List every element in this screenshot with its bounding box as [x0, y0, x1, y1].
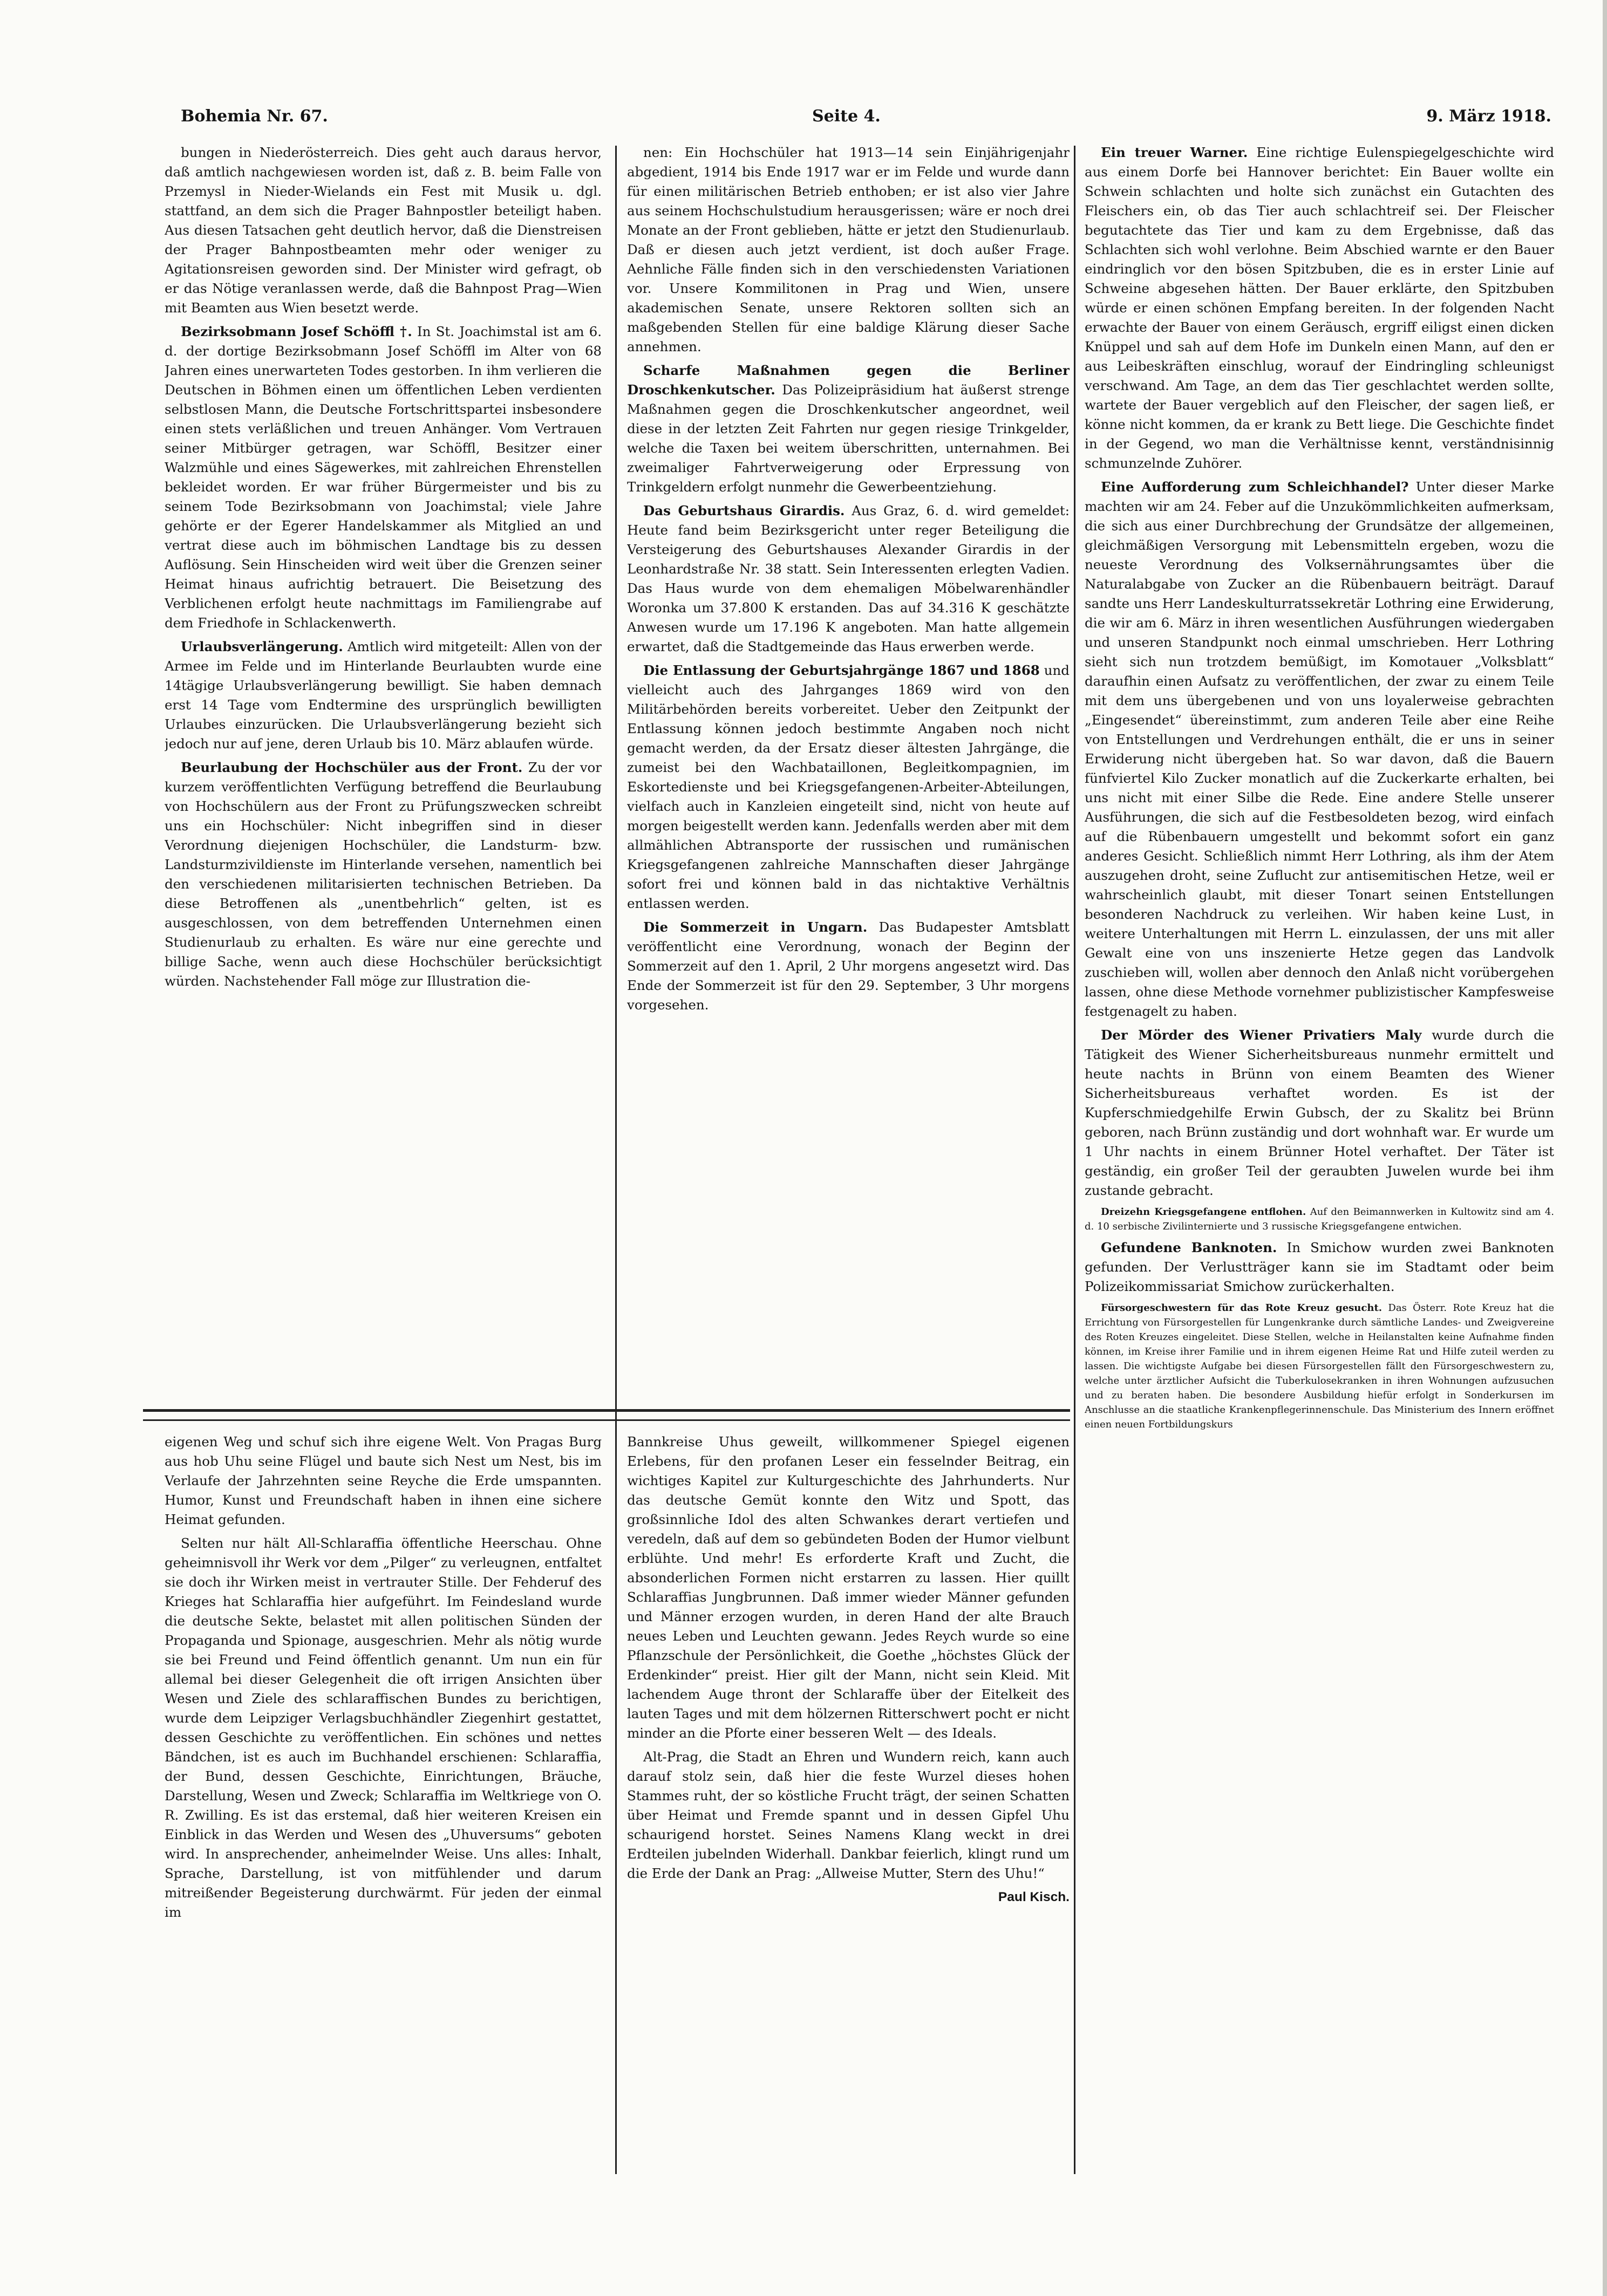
article-paragraph — [165, 143, 602, 318]
article-body: In Smichow wurden zwei Banknoten gefunden. Der Verlustträger kann sie im Stadtamt oder beim Polizeikommissariat Smichow zurückerhalten. — [1085, 1240, 1554, 1294]
article-body: Auf den Beimannwerken in Kultowitz sind am 4. d. 10 serbische Zivilinternierte und 3 russische Kriegsgefangene entwichen. — [1085, 1206, 1554, 1232]
article-body: Das Polizeipräsidium hat äußerst strenge Maßnahmen gegen die Droschkenkutscher angeordnet, weil diese in der letzten Zeit Fahrten nur gegen riesige Trinkgelder, welche die Taxen bei weitem überschritten, unternahmen. Bei zweimaliger Fahrtverweigerung oder Erpressung von Trinkgeldern erfolgt nunmehr die Gewerbeentziehung. — [627, 382, 1070, 495]
feuilleton-column-2 — [627, 1432, 1070, 2171]
header-publication: Bohemia Nr. 67. — [181, 107, 328, 126]
article-body: Amtlich wird mitgeteilt: Allen von der Armee im Felde und im Hinterlande Beurlaubten wurde eine 14tägige Urlaubsverlängerung bewilligt. Sie haben demnach erst 14 Tage vom Endtermine des ursprünglich bewilligten Urlaubes einzurücken. Die Urlaubsverlängerung bezieht sich jedoch nur auf jene, deren Urlaub bis 10. März ablaufen würde. — [165, 639, 602, 751]
article-body: und vielleicht auch des Jahrganges 1869 wird von den Militärbehörden bereits vorbereitet. Ueber den Zeitpunkt der Entlassung können jedoch bestimmte Angaben noch nicht gemacht werden, da der Ersatz dieser ältesten Jahrgänge, die zumeist bei den Wachbataillonen, Begleitkompagnien, im Eskortedienste und bei Kriegsgefangenen-Arbeiter-Abteilungen, vielfach auch in Kanzleien eingeteilt sind, nicht von heute auf morgen beigestellt werden kann. Jedenfalls werden aber mit dem allmählichen Abtransporte der russischen und rumänischen Kriegsgefangenen zahlreiche Mannschaften dieser Jahrgänge sofort frei und können bald in das nichtaktive Verhältnis entlassen werden. — [627, 662, 1070, 911]
article-headline: Ein treuer Warner. — [1101, 145, 1248, 160]
feuilleton-separator — [143, 1409, 1070, 1421]
article-body: Selten nur hält All-Schlaraffia öffentliche Heerschau. Ohne geheimnisvoll ihr Werk vor dem „Pilger“ zu verleugnen, entfaltet sie doch ihr Wirken meist in vertrauter Stille. Der Fehderuf des Krieges hat Schlaraffia hier aufgeführt. Im Feindesland wurde die deutsche Sekte, belastet mit allen politischen Sünden der Propaganda und Spionage, ausgeschrien. Mehr als nötig wurde sie bei Freund und Feind öffentlich genannt. Um nun ein für allemal bei dieser Gelegenheit die oft irrigen Ansichten über Wesen und Ziele des schlaraffischen Bundes zu berichtigen, wurde dem Leipziger Verlagsbuchhändler Ziegenhirt gestattet, dessen Geschichte zu veröffentlichen. Ein schönes und nettes Bändchen, ist es auch im Buchhandel erschienen: Schlaraffia, der Bund, dessen Geschichte, Einrichtungen, Bräuche, Darstellung, Wesen und Zweck; Schlaraffia im Weltkriege von O. R. Zwilling. Es ist das erstemal, daß hier weiteren Kreisen ein Einblick in das Werden und Wesen des „Uhuversums“ geboten wird. In ansprechender, anheimelnder Weise. Uns alles: Inhalt, Sprache, Darstellung, ist von mitfühlender und darum mitreißender Begeisterung durchwärmt. Für jeden der einmal im — [165, 1535, 602, 1920]
feuilleton-column-1 — [165, 1432, 602, 2171]
article-headline: Eine Aufforderung zum Schleichhandel? — [1101, 479, 1409, 495]
article-headline: Bezirksobmann Josef Schöffl †. — [181, 324, 412, 339]
article-paragraph — [1085, 1205, 1554, 1234]
article-paragraph — [627, 1432, 1070, 1743]
article-paragraph — [1085, 1026, 1554, 1200]
article-headline: Gefundene Banknoten. — [1101, 1240, 1277, 1255]
article-paragraph — [1085, 477, 1554, 1021]
header-date: 9. März 1918. — [1426, 107, 1551, 126]
article-headline: Die Sommerzeit in Ungarn. — [643, 919, 868, 935]
news-column-3 — [1085, 143, 1554, 2182]
article-paragraph — [165, 1432, 602, 1529]
column-rule-2 — [1074, 146, 1075, 2174]
article-paragraph — [1085, 1238, 1554, 1296]
article-body: Alt-Prag, die Stadt an Ehren und Wundern reich, kann auch darauf stolz sein, daß hier die feste Wurzel dieses hohen Stammes ruht, der so köstliche Frucht trägt, der seinen Schatten über Heimat und Fremde spannt und in dessen Gipfel Uhu schaurigend horstet. Seines Namens Klang weckt in drei Erdteilen jubelnden Widerhall. Dankbar feierlich, klingt rund um die Erde der Dank an Prag: „Allweise Mutter, Stern des Uhu!“ — [627, 1749, 1070, 1881]
article-headline: Dreizehn Kriegsgefangene entflohen. — [1101, 1206, 1306, 1218]
news-column-1 — [165, 143, 602, 1378]
author-signature: Paul Kisch. — [998, 1890, 1070, 1904]
article-headline: Beurlaubung der Hochschüler aus der Front. — [181, 760, 523, 775]
article-body: Das Budapester Amtsblatt veröffentlicht eine Verordnung, wonach der Beginn der Sommerzeit auf den 1. April, 2 Uhr morgens angesetzt wird. Das Ende der Sommerzeit ist für den 29. September, 3 Uhr morgens vorgesehen. — [627, 919, 1070, 1013]
page-header — [181, 107, 1551, 139]
article-headline: Das Geburtshaus Girardis. — [643, 503, 845, 518]
article-body: eigenen Weg und schuf sich ihre eigene Welt. Von Pragas Burg aus hob Uhu seine Flügel und baute sich Nest um Nest, bis im Verlaufe der Jahrzehnten seine Reyche die Erde umspannten. Humor, Kunst und Freundschaft haben in ihnen eine sichere Heimat gefunden. — [165, 1434, 602, 1527]
article-paragraph — [627, 1747, 1070, 1883]
article-paragraph — [165, 637, 602, 754]
article-headline: Urlaubsverlängerung. — [181, 639, 343, 654]
article-paragraph — [1085, 143, 1554, 473]
article-paragraph — [165, 322, 602, 633]
article-body: nen: Ein Hochschüler hat 1913—14 sein Einjährigenjahr abgedient, 1914 bis Ende 1917 war er im Felde und wurde dann für einen militärischen Betrieb enthoben; er ist also vier Jahre aus seinem Hochschulstudium herausgerissen; wäre er noch drei Monate an der Front geblieben, hätte er jetzt den Studienurlaub. Daß er diesen auch jetzt verdient, ist doch außer Frage. Aehnliche Fälle finden sich in den verschiedensten Variationen vor. Unsere Kommilitonen in Prag und Wien, unsere akademischen Senate, unsere Rektoren sollten sich an maßgebenden Stellen für eine baldige Klärung dieser Sache annehmen. — [627, 145, 1070, 354]
article-body: Aus Graz, 6. d. wird gemeldet: Heute fand beim Bezirksgericht unter reger Beteiligung die Versteigerung des Geburtshauses Alexander Girardis in der Leonhardstraße Nr. 38 statt. Sein Interessenten erlegten Vadien. Das Haus wurde von dem ehemaligen Möbelwarenhändler Woronka um 37.800 K erstanden. Das auf 34.316 K geschätzte Anwesen wurde um 17.196 K angeboten. Man hatte allgemein erwartet, daß die Stadtgemeinde das Haus erwerben werde. — [627, 503, 1070, 654]
article-paragraph — [165, 758, 602, 991]
article-body: bungen in Niederösterreich. Dies geht auch daraus hervor, daß amtlich nachgewiesen worden ist, daß z. B. beim Falle von Przemysl in Nieder-Wielands ein Fest mit Musik u. dgl. stattfand, an dem sich die Prager Bahnpostler beteiligt haben. Aus diesen Tatsachen geht deutlich hervor, daß die Dienstreisen der Prager Bahnpostbeamten mehr oder weniger zu Agitationsreisen geworden sind. Der Minister wird gefragt, ob er das Nötige veranlassen werde, daß die Bahnpost Prag—Wien mit Beamten aus Wien besetzt werde. — [165, 145, 602, 316]
scan-edge — [1603, 0, 1607, 2296]
article-paragraph — [165, 1534, 602, 1922]
article-body: In St. Joachimstal ist am 6. d. der dortige Bezirksobmann Josef Schöffl im Alter von 68 Jahren eines unerwarteten Todes gestorben. In ihm verlieren die Deutschen in Böhmen einen um öffentlichen Leben verdienten selbstlosen Mann, die Deutsche Fortschrittspartei insbesondere einen stets verläßlichen und treuen Anhänger. Vom Vertrauen seiner Mitbürger getragen, war Schöffl, Besitzer einer Walzmühle und eines Sägewerkes, mit zahlreichen Ehrenstellen bekleidet worden. Er war früher Bürgermeister und bis zu seinem Tode Bezirksobmann von Joachimstal; viele Jahre gehörte er der Egerer Handelskammer als Mitglied an und vertrat diese auch im böhmischen Landtage bis zu dessen Auflösung. Sein Hinscheiden wird weit über die Grenzen seiner Heimat hinaus aufrichtig betrauert. Die Beisetzung des Verblichenen erfolgt heute nachmittags im Familiengrabe auf dem Friedhofe in Schlackenwerth. — [165, 324, 602, 631]
article-paragraph — [627, 361, 1070, 497]
article-paragraph — [627, 661, 1070, 913]
article-paragraph — [627, 143, 1070, 357]
article-headline: Die Entlassung der Geburtsjahrgänge 1867 und 1868 — [643, 662, 1040, 678]
article-body: Zu der vor kurzem veröffentlichten Verfügung betreffend die Beurlaubung von Hochschülern aus der Front zu Prüfungszwecken schreibt uns ein Hochschüler: Nicht inbegriffen sind in dieser Verordnung diejenigen Hochschüler, die Landsturm- bzw. Landsturmzivildienste im Hinterlande versehen, namentlich bei den verschiedenen militarisierten technischen Betrieben. Da diese Betroffenen als „unentbehrlich“ gelten, ist es ausgeschlossen, von dem betreffenden Unternehmen einen Studienurlaub zu erhalten. Es wäre nur eine gerechte und billige Sache, wenn auch diese Hochschüler berücksichtigt würden. Nachstehender Fall möge zur Illustration die- — [165, 760, 602, 989]
article-paragraph — [627, 918, 1070, 1015]
article-headline: Fürsorgeschwestern für das Rote Kreuz gesucht. — [1101, 1302, 1383, 1314]
article-headline: Scharfe Maßnahmen gegen die Berliner Droschkenkutscher. — [627, 363, 1070, 398]
article-body: Das Österr. Rote Kreuz hat die Errichtung von Fürsorgestellen für Lungenkranke durch sämtliche Landes- und Zweigvereine des Roten Kreuzes eingeleitet. Diese Stellen, welche in Heilanstalten keine Aufnahme finden können, im Kreise ihrer Familie und in ihrem eigenen Heime Rat und Hilfe zuteil werden zu lassen. Die wichtigste Aufgabe bei diesen Fürsorgestellen fällt den Fürsorgeschwestern zu, welche unter ärztlicher Aufsicht die Tuberkulosekranken in ihren Wohnungen aufzusuchen und zu beraten haben. Die besondere Ausbildung hiefür erfolgt in Sonderkursen im Anschlusse an die staatliche Krankenpflegerinnenschule. Das Ministerium des Innern eröffnet einen neuen Fortbildungskurs — [1085, 1302, 1554, 1430]
article-body: Unter dieser Marke machten wir am 24. Feber auf die Unzukömmlichkeiten aufmerksam, die sich aus einer Durchbrechung der Grundsätze der allgemeinen, gleichmäßigen Versorgung mit Lebensmitteln ergeben, wozu die neueste Verordnung des Volksernährungsamtes über die Naturalabgabe von Zucker an die Rübenbauern beiträgt. Darauf sandte uns Herr Landeskulturratssekretär Lothring eine Erwiderung, die wir am 6. März in ihren wesentlichen Ausführungen wiedergaben und unseren Standpunkt noch einmal umschrieben. Herr Lothring sieht sich nun trotzdem bemüßigt, im Komotauer „Volksblatt“ daraufhin einen Aufsatz zu veröffentlichen, der zwar zu einem Teile mit dem uns übergebenen und von uns loyalerweise gebrachten „Eingesendet“ übereinstimmt, zum anderen Teile aber eine Reihe von Entstellungen und Verdrehungen enthält, die er uns in seiner Erwiderung nicht übergeben hat. So war davon, daß die Bauern fünfviertel Kilo Zucker monatlich auf die Zuckerkarte erhalten, bei uns nicht mit einer Silbe die Rede. Eine andere Stelle unserer Ausführungen, die sich auf die Festbesoldeten bezog, wird einfach auf die Rübenbauern umgestellt und bekommt sofort ein ganz anderes Gesicht. Schließlich nimmt Herr Lothring, als ihm der Atem auszugehen droht, seine Zuflucht zur antisemitischen Hetze, weil er wahrscheinlich glaubt, mit dieser Tonart seinen Entstellungen besonderen Nachdruck zu verleihen. Wir haben keine Lust, in weitere Unterhaltungen mit Herrn L. einzulassen, der uns mit aller Gewalt eine von uns inszenierte Hetze gegen das Landvolk zuschieben will, wollen aber dennoch den Anlaß nicht vorübergehen lassen, ohne diese Methode vornehmer publizistischer Kampfesweise festgenagelt zu haben. — [1085, 479, 1554, 1019]
article-body: Bannkreise Uhus geweilt, willkommener Spiegel eigenen Erlebens, für den profanen Leser ein fesselnder Beitrag, ein wichtiges Kapitel zur Kulturgeschichte des Jahrhunderts. Nur das deutsche Gemüt konnte den Witz und Spott, das großsinnliche Idol des alten Schwankes derart vertiefen und veredeln, daß auf dem so gebündeten Boden der Humor vielbunt erblühte. Und mehr! Es erforderte Kraft und Zucht, die absonderlichen Formen nicht erstarren zu lassen. Hier quillt Schlaraffias Jungbrunnen. Daß immer wieder Männer gefunden und Männer erzogen wurden, in deren Hand der alte Brauch neues Leben und Leuchten gewann. Jedes Reych wurde so eine Pflanzschule der Persönlichkeit, die Goethe „höchstes Glück der Erdenkinder“ preist. Hier gilt der Mann, nicht sein Kleid. Mit lachendem Auge thront der Schlaraffe über der Eitelkeit des lauten Tages und mit dem hölzernen Ritterschwert pocht er nicht minder an die Pforte einer besseren Welt — des Ideals. — [627, 1434, 1070, 1741]
column-rule-1 — [615, 146, 617, 2174]
article-paragraph — [627, 501, 1070, 657]
article-body: wurde durch die Tätigkeit des Wiener Sicherheitsbureaus nunmehr ermittelt und heute nachts in Brünn von einem Beamten des Wiener Sicherheitsbureaus verhaftet worden. Es ist der Kupferschmiedgehilfe Erwin Gubsch, der zu Skalitz bei Brünn geboren, nach Brünn zuständig und dort wohnhaft war. Er wurde um 1 Uhr nachts in einem Brünner Hotel verhaftet. Der Täter ist geständig, ein großer Teil der geraubten Juwelen wurde bei ihm zustande gebracht. — [1085, 1027, 1554, 1198]
article-headline: Der Mörder des Wiener Privatiers Maly — [1101, 1027, 1422, 1043]
article-paragraph — [1085, 1301, 1554, 1432]
article-body: Eine richtige Eulenspiegelgeschichte wird aus einem Dorfe bei Hannover berichtet: Ein Bauer wollte ein Schwein schlachten und holte sich zunächst ein Gutachten des Fleischers ein, ob das Tier auch schlachtreif sei. Der Fleischer begutachtete das Tier und kam zu dem Ergebnisse, daß das Schlachten sich wohl verlohne. Beim Abschied warnte er den Bauer eindringlich vor den bösen Spitzbuben, die es in erster Linie auf Schweine abgesehen hätten. Der Bauer erklärte, den Spitzbuben würde er einen schönen Empfang bereiten. In der folgenden Nacht erwachte der Bauer von einem Geräusch, ergriff eiligst einen dicken Knüppel und sah auf dem Hofe im Dunkeln einen Mann, auf den er aus Leibeskräften einschlug, worauf der Eindringling schleunigst verschwand. Am Tage, an dem das Tier geschlachtet werden sollte, wartete der Bauer vergeblich auf den Fleischer, der sagen ließ, er könne nicht kommen, da er krank zu Bett liege. Die Geschichte findet in der Gegend, wo man die Verhältnisse kennt, verständnisinnig schmunzelnde Zuhörer. — [1085, 145, 1554, 471]
news-column-2 — [627, 143, 1070, 1378]
header-page-number: Seite 4. — [812, 107, 881, 126]
